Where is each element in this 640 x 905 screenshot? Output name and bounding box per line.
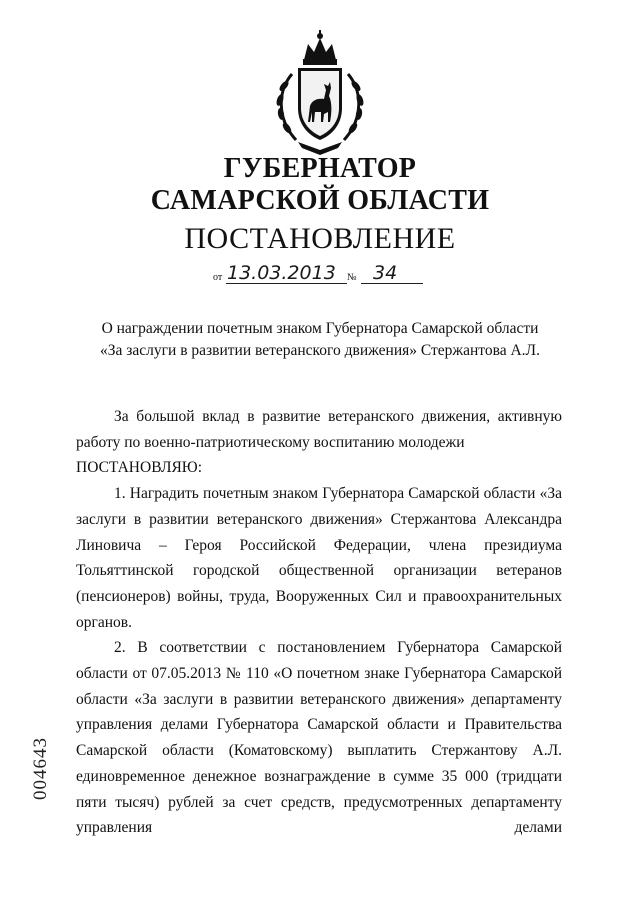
samara-coat-of-arms-icon (268, 30, 372, 156)
authority-title: ГУБЕРНАТОР (223, 153, 417, 184)
document-number: 34 (373, 262, 398, 284)
number-prefix: № (347, 272, 357, 283)
date-prefix: от (213, 272, 223, 283)
authority-region: САМАРСКОЙ ОБЛАСТИ (150, 185, 490, 216)
preamble-paragraph: За большой вклад в развитие ветеранского движения, активную работу по военно-патриотическому воспитанию молодежи (76, 408, 562, 451)
document-subject (60, 318, 580, 362)
document-type: ПОСТАНОВЛЕНИЕ (184, 222, 456, 255)
resolve-word: ПОСТАНОВЛЯЮ: (76, 459, 203, 477)
paragraph-item-1: 1. Наградить почетным знаком Губернатора Самарской области «За заслуги в развитии ветеранского движения» Стержантова Александра Линовича – Героя Российской Федерации, члена президиума Тольяттинской городской общественной организации ветеранов (пенсионеров) войны, труда, Вооруженных Сил и правоохранительных органов. (76, 485, 562, 631)
date-underline (226, 283, 347, 284)
paragraph-item-2: 2. В соответствии с постановлением Губернатора Самарской области от 07.05.2013 № 110 «О почетном знаке Губернатора Самарской области «За заслуги в развитии ветеранского движения» департаменту управления делами Губернатора Самарской области и Правительства Самарской области (Коматовскому) выплатить Стержантову А.Л. единовременное денежное вознаграждение в сумме 35 000 (тридцати пяти тысяч) рублей за счет средств, предусмотренных департаменту управления делами (76, 639, 562, 837)
document-date: 13.03.2013 (227, 262, 336, 284)
registration-stamp: 004643 (30, 737, 51, 800)
number-underline (361, 283, 423, 284)
document-body (76, 404, 562, 841)
issuing-authority (0, 153, 640, 217)
subject-line-2: «За заслуги в развитии ветеранского движения» Стержантова А.Л. (100, 342, 540, 359)
subject-line-1: О награждении почетным знаком Губернатора Самарской области (101, 320, 539, 337)
